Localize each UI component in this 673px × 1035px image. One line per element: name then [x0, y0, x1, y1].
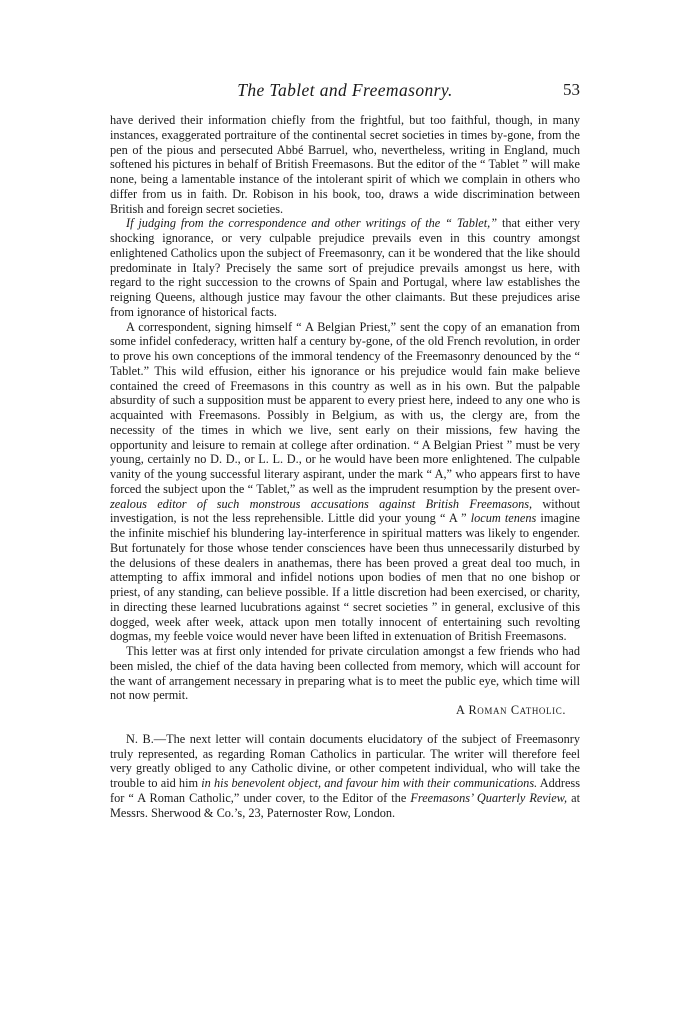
paragraph-1: have derived their information chiefly from the frightful, but too faithful, though, in many instances, exaggerated portraiture of the continental secret societies in times by-gone, from the pen of the pious and persecuted Abbé Barruel, who, nevertheless, writing in England, much softened his pictures in behalf of British Freemasons. But the editor of the “ Tablet ” will make none, being a lamentable instance of the intolerant spirit of which we complain in others who differ from us in faith. Dr. Robison in his book, too, draws a wide discrimination between British and foreign secret societies. — [110, 113, 580, 216]
paragraph-3-cont: without investigation, is not the less reprehensible. Little did your young — [110, 496, 580, 526]
page-header — [110, 80, 580, 106]
article-body — [110, 113, 580, 820]
paragraph-3-end: imagine the infinite mischief his blundering lay-interference in spiritual matters was likely to engender. But fortunately for those whose tender consciences have been thus unnecessarily disturbed by the delusions of these dealers in anathemas, there has been proved a great deal too much, in attempting to affix immoral and infidel notions upon bodies of men that no one bishop or priest, of any standing, can believe possible. If a little discretion had been exercised, or charity, in directing these learned lucubrations against “ secret societies ” in general, exclusive of this dogged, week after week, attack upon men totally innocent of entertaining such revolting dogmas, my feeble voice would never have been lifted in extenuation of British Freemasons. — [110, 511, 581, 644]
paragraph-2 — [110, 216, 580, 319]
note-text-1: N. B.—The next letter will contain documents elucidatory of the subject of Freemasonry truly represented, as regarding Roman Catholics in particular. The writer will therefore feel very greatly obliged to any Catholic divine, or other competent individual, who will take the trouble to aid him — [110, 731, 580, 790]
note-text-3: at Messrs. Sherwood & Co.’s, 23, Paternoster Row, London. — [110, 790, 580, 820]
paragraph-2-text: that either very shocking ignorance, or very culpable prejudice prevails even in this country amongst enlightened Catholics upon the subject of Freemasonry, can it be wondered that the like should predominate in Italy? Precisely the same sort of prejudice prevails amongst us here, with regard to the right succession to the crowns of Spain and Portugal, where law establishes the reigning Queens, although justice may favour the other claimants. But these prejudices arise from ignorance of historical facts. — [110, 216, 581, 319]
paragraph-4: This letter was at first only intended for private circulation amongst a few friends who had been misled, the chief of the data having been collected from memory, which will account for the want of arrangement necessary in preparing what is to meet the public eye, which time will not now permit. — [110, 644, 580, 703]
paragraph-3-text: A correspondent, signing himself “ A Belgian Priest,” sent the copy of an emanation from some infidel confederacy, written half a century by-gone, of the old French revolution, in order to prove his own conceptions of the immoral tendency of the Freemasonry denounced by the “ Tablet.” This wild effusion, either his ignorance or his prejudice would fain make believe contained the creed of Freemasons in this country as well as in his own. But the palpable absurdity of such a supposition must be apparent to every priest here, indeed to any one who is acquainted with Freemasons. Possibly in Belgium, as with us, the clergy are, from the necessity of the times in which we live, sent early on their missions, few having the opportunity and leisure to remain at college after ordination. “ A Belgian Priest ” must be very young, certainly no D. D., or L. L. D., or he would have been more enlightened. The culpable vanity of the young successful literary aspirant, under the mark “ A,” who appears first to have forced the subject upon the “ Tablet,” as well as the imprudent resumption by the present over- — [110, 319, 580, 496]
note-italic-2: Freemasons’ Quarterly Review, — [410, 790, 568, 805]
italic-phrase: zealous editor of such monstrous accusations against British Freemasons, — [110, 496, 533, 511]
nota-bene — [110, 732, 580, 821]
locum-tenens: locum tenens — [470, 511, 537, 526]
italic-lead: If judging from the correspondence and other writings of the “ Tablet,” — [126, 216, 498, 231]
running-title: The Tablet and Freemasonry. — [237, 80, 453, 100]
mark-a: “ A ” — [439, 511, 467, 526]
signature: A Roman Catholic. — [455, 703, 566, 717]
note-text-2: Address for “ A Roman Catholic,” under cover, to the Editor of the — [110, 776, 581, 805]
page-number: 53 — [563, 80, 580, 99]
note-italic-1: in his benevolent object, and favour him with their communications. — [201, 776, 538, 790]
paragraph-3 — [110, 320, 580, 645]
